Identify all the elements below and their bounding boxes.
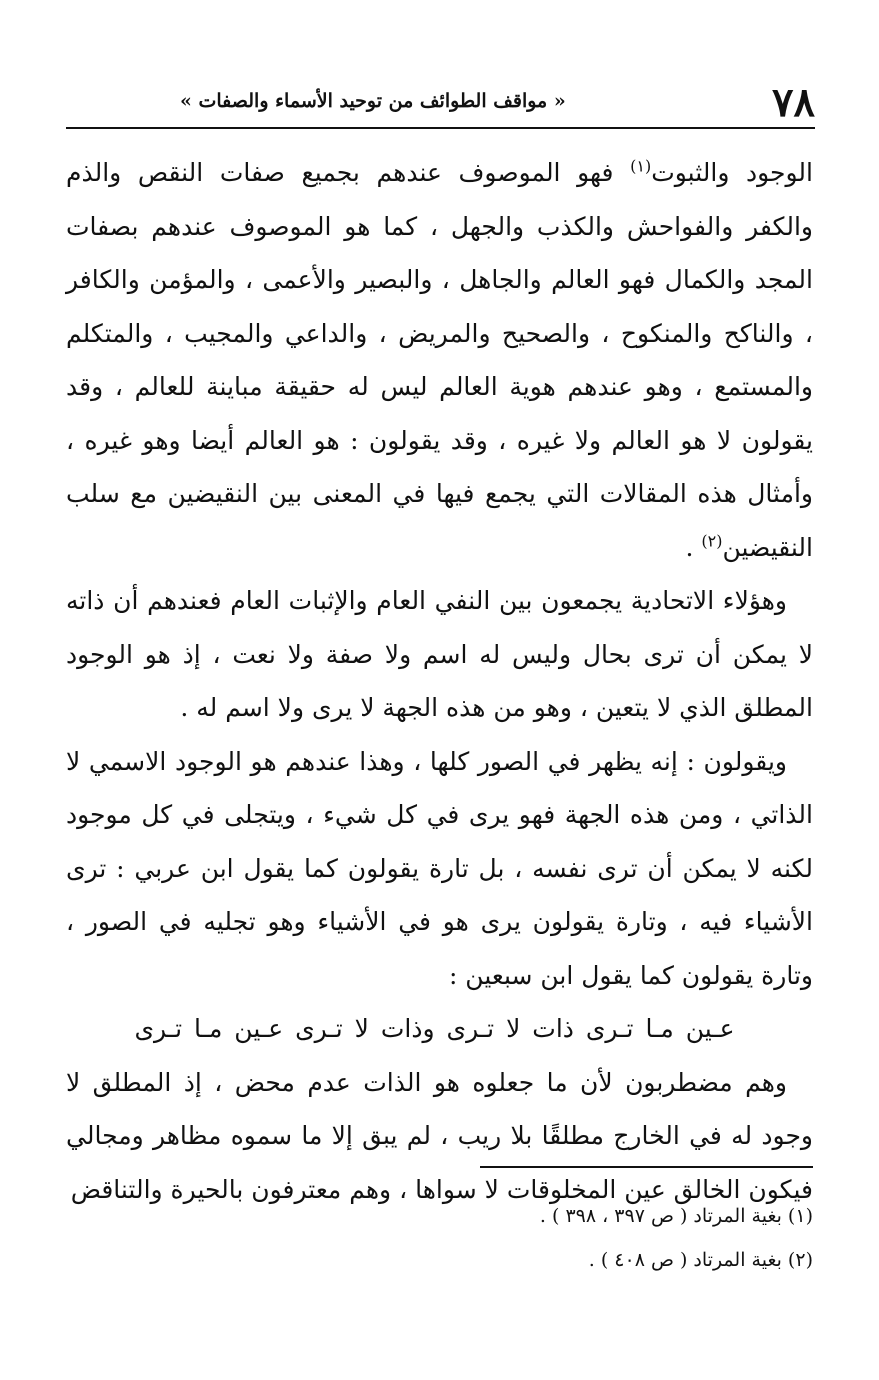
- footnotes: [66, 1194, 813, 1282]
- main-text: [66, 146, 813, 1216]
- footnote-marker-1: (١): [630, 156, 652, 176]
- paragraph-1-part-a: الوجود والثبوت: [651, 158, 813, 187]
- footnote-marker-2: (٢): [701, 531, 723, 551]
- paragraph-1-part-c: .: [685, 532, 702, 562]
- paragraph-1-part-b: فهو الموصوف عندهم بجميع صفات النقص والذم والكفر والفواحش والكذب والجهل ، كما هو الموصوف عندهم بصفات المجد والكمال فهو العالم والجاهل ، والبصير والأعمى ، والمؤمن والكافر ، والناكح والمنكوح ، والصحيح والمريض ، والداعي والمجيب ، والمتكلم والمستمع ، وهو عندهم هوية العالم ليس له حقيقة مباينة للعالم ، وقد يقولون لا هو العالم ولا غيره ، وقد يقولون : هو العالم أيضا وهو غيره ، وأمثال هذه المقالات التي يجمع فيها في المعنى بين النقيضين مع سلب النقيضين: [66, 158, 813, 562]
- page-number: ٧٨: [772, 79, 815, 126]
- footnote-1: (١) بغية المرتاد ( ص ٣٩٧ ، ٣٩٨ ) .: [539, 1205, 813, 1227]
- header-divider: [66, 127, 815, 129]
- page-header: [68, 78, 815, 128]
- poetry-verse: عـين مـا تـرى ذات لا تـرى وذات لا تـرى عـين مـا تـرى: [134, 1014, 735, 1043]
- paragraph-4: وهم مضطربون لأن ما جعلوه هو الذات عدم محض ، إذ المطلق لا وجود له في الخارج مطلقًا بلا ريب ، لم يبق إلا ما سموه مظاهر ومجالي فيكون الخالق عين المخلوقات لا سواها ، وهم معترفون بالحيرة والتناقض: [66, 1067, 813, 1204]
- paragraph-2: وهؤلاء الاتحادية يجمعون بين النفي العام والإثبات العام فعندهم أن ذاته لا يمكن أن ترى بحال وليس له اسم ولا صفة ولا نعت ، إذ هو الوجود المطلق الذي لا يتعين ، وهو من هذه الجهة لا يرى ولا اسم له .: [66, 586, 813, 722]
- paragraph-3: ويقولون : إنه يظهر في الصور كلها ، وهذا عندهم هو الوجود الاسمي لا الذاتي ، ومن هذه الجهة فهو يرى في كل شيء ، ويتجلى في كل موجود لكنه لا يمكن أن ترى نفسه ، بل تارة يقولون كما يقول ابن عربي : ترى الأشياء فيه ، وتارة يقولون يرى هو في الأشياء وهو تجليه في الصور ، وتارة يقولون كما يقول ابن سبعين :: [66, 746, 813, 990]
- running-title: « مواقف الطوائف من توحيد الأسماء والصفات »: [180, 90, 566, 112]
- paragraph-1: [66, 146, 813, 574]
- footnote-divider: [480, 1166, 813, 1168]
- footnote-2: (٢) بغية المرتاد ( ص ٤٠٨ ) .: [588, 1249, 813, 1271]
